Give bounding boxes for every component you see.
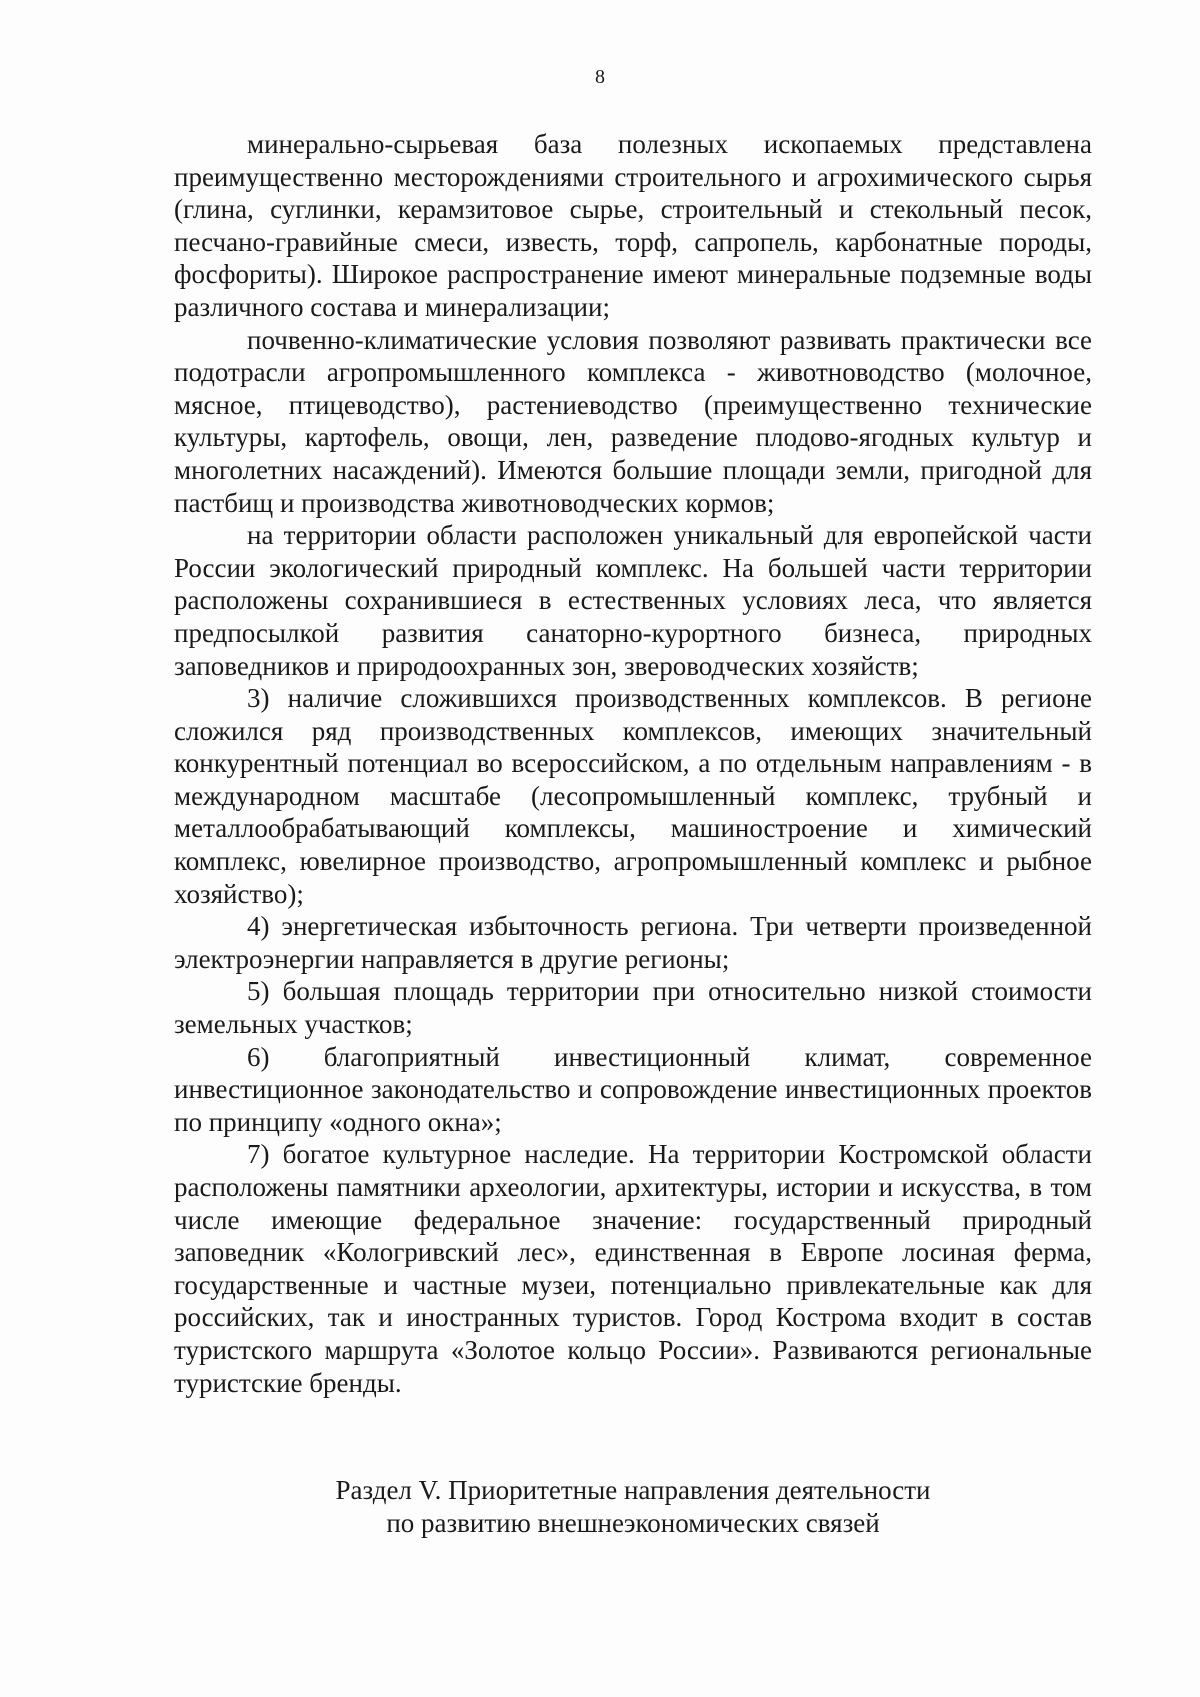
paragraph-investment-climate: 6) благоприятный инвестиционный климат, современное инвестиционное законодательство и сопровождение инвестиционных проектов по принципу «одного окна»; xyxy=(174,1041,1092,1137)
paragraph-production-complexes: 3) наличие сложившихся производственных комплексов. В регионе сложился ряд производственных комплексов, имеющих значительный конкурентный потенциал во всероссийском, а по отдельным направлениям - в международном масштабе (лесопромышленный комплекс, трубный и металлообрабатывающий комплексы, машиностроение и химический комплекс, ювелирное производство, агропромышленный комплекс и рыбное хозяйство); xyxy=(174,683,1092,909)
paragraph-soil-climate: почвенно-климатические условия позволяют развивать практически все подотрасли агропромышленного комплекса - животноводство (молочное, мясное, птицеводство), растениеводство (преимущественно технические культуры, картофель, овощи, лен, разведение плодово-ягодных культур и многолетних насаждений). Имеются большие площади земли, пригодной для пастбищ и производства животноводческих кормов; xyxy=(174,324,1092,518)
paragraph-land-area: 5) большая площадь территории при относительно низкой стоимости земельных участков; xyxy=(174,976,1092,1040)
paragraph-mineral-resources: минерально-сырьевая база полезных ископаемых представлена преимущественно месторождениями строительного и агрохимического сырья (глина, суглинки, керамзитовое сырье, строительный и стекольный песок, песчано-гравийные смеси, известь, торф, сапропель, карбонатные породы, фосфориты). Широкое распространение имеют минеральные подземные воды различного состава и минерализации; xyxy=(174,129,1092,322)
page-number: 8 xyxy=(595,66,605,88)
section-heading xyxy=(174,1474,1092,1539)
paragraph-ecological-complex: на территории области расположен уникальный для европейской части России экологический природный комплекс. На большей части территории расположены сохранившиеся в естественных условиях леса, что является предпосылкой развития санаторно-курортного бизнеса, природных заповедников и природоохранных зон, звероводческих хозяйств; xyxy=(174,520,1092,681)
paragraph-cultural-heritage: 7) богатое культурное наследие. На территории Костромской области расположены памятники археологии, архитектуры, истории и искусства, в том числе имеющие федеральное значение: государственный природный заповедник «Кологривский лес», единственная в Европе лосиная ферма, государственные и частные музеи, потенциально привлекательные как для российских, так и иностранных туристов. Город Кострома входит в состав туристского маршрута «Золотое кольцо России». Развиваются региональные туристские бренды. xyxy=(174,1139,1092,1398)
paragraph-energy-surplus: 4) энергетическая избыточность региона. Три четверти произведенной электроэнергии направляется в другие регионы; xyxy=(174,911,1092,974)
section-heading-line-2: по развитию внешнеэкономических связей xyxy=(386,1507,880,1538)
section-heading-line-1: Раздел V. Приоритетные направления деятельности xyxy=(335,1475,931,1505)
document-body xyxy=(174,128,1092,1399)
